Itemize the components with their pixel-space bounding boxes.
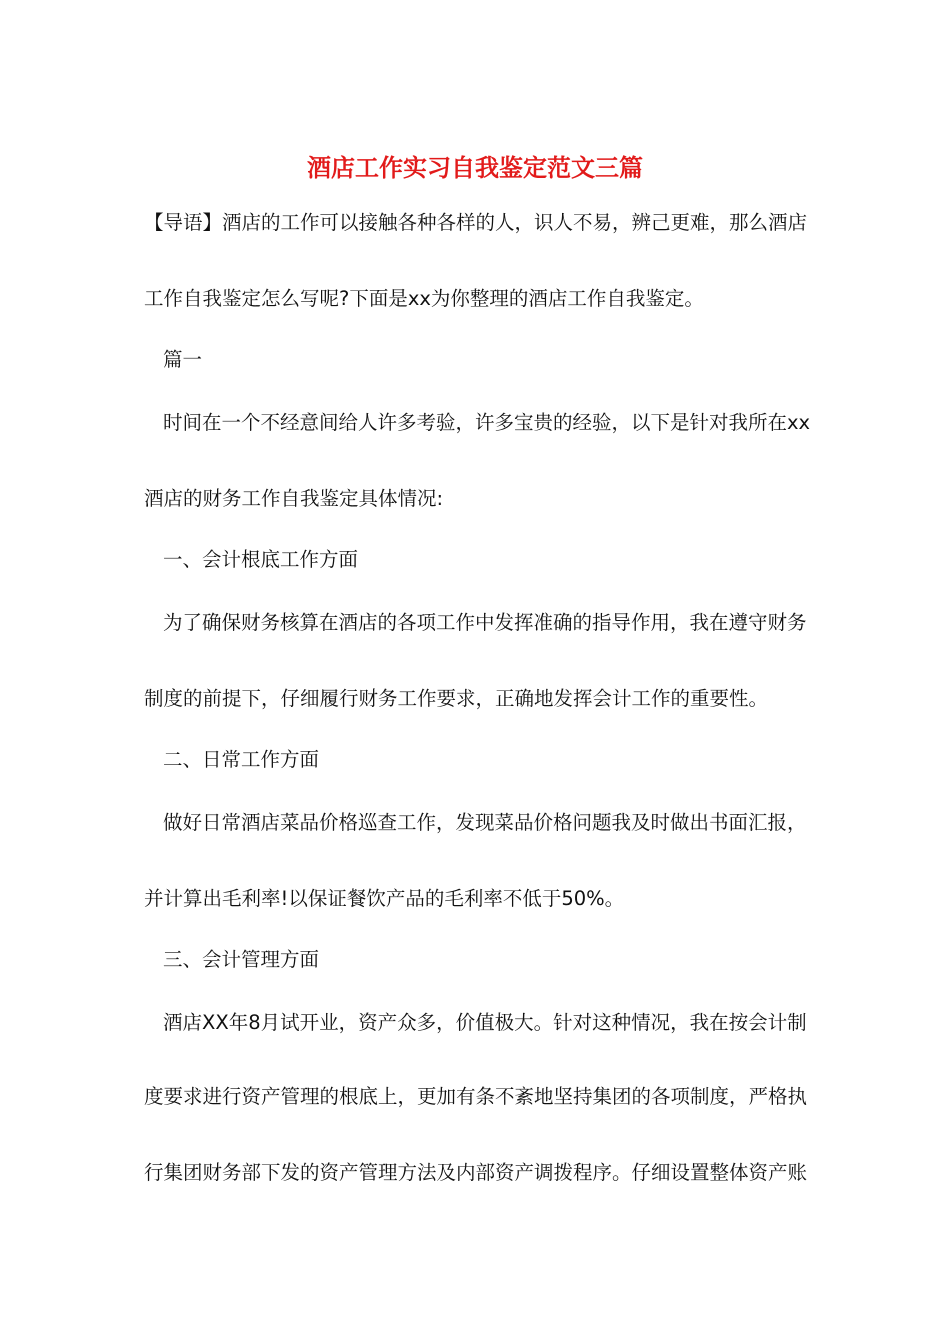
paragraph-line: 并计算出毛利率!以保证餐饮产品的毛利率不低于50%。: [144, 887, 625, 910]
paragraph-line: 为了确保财务核算在酒店的各项工作中发挥准确的指导作用，我在遵守财务: [163, 611, 807, 634]
paragraph-line: 酒店XX年8月试开业，资产众多，价值极大。针对这种情况，我在按会计制: [163, 1011, 807, 1034]
paragraph-line: 做好日常酒店菜品价格巡查工作，发现菜品价格问题我及时做出书面汇报，: [163, 811, 807, 834]
document-title: 酒店工作实习自我鉴定范文三篇: [307, 153, 643, 182]
section-heading-accounting-management: 三、会计管理方面: [163, 948, 320, 971]
paragraph-line: 制度的前提下，仔细履行财务工作要求，正确地发挥会计工作的重要性。: [144, 687, 769, 710]
paragraph-line: 行集团财务部下发的资产管理方法及内部资产调拨程序。仔细设置整体资产账: [144, 1161, 808, 1184]
paragraph-line: 酒店的财务工作自我鉴定具体情况:: [144, 487, 444, 510]
section-heading-daily-work: 二、日常工作方面: [163, 748, 320, 771]
section-heading-accounting-basics: 一、会计根底工作方面: [163, 548, 359, 571]
section-heading-part-one: 篇一: [163, 348, 203, 371]
paragraph-line: 时间在一个不经意间给人许多考验，许多宝贵的经验，以下是针对我所在xx: [163, 411, 811, 434]
intro-line-1: 【导语】酒店的工作可以接触各种各样的人，识人不易，辨己更难，那么酒店: [144, 211, 808, 234]
intro-line-2: 工作自我鉴定怎么写呢?下面是xx为你整理的酒店工作自我鉴定。: [144, 287, 704, 310]
paragraph-line: 度要求进行资产管理的根底上，更加有条不紊地坚持集团的各项制度，严格执: [144, 1085, 808, 1108]
